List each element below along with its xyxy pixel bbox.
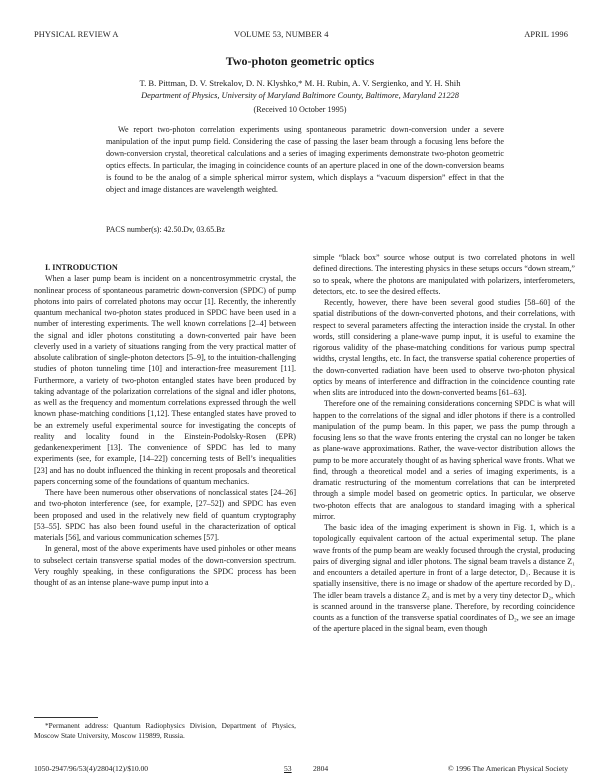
body-paragraph: Recently, however, there have been several good studies [58–60] of the spatial distributions of the down-converted photons, and their correlations, with respect to several parameters affecting the interaction inside the crystal. In other words, still considering a plane-wave pump input, it is useful to examine the rigorous validity of the phase-matching conditions for various pump spectral widths, crystal lengths, etc. In fact, the transverse spatial coherence properties of the down-converted radiation have been used to observe two-photon physical optics by means of interference and diffraction in the coincidence counting rate when slits are introduced into the down-converted beams [61–63]. — [313, 298, 575, 397]
footnote-text: *Permanent address: Quantum Radiophysics Division, Department of Physics, Moscow State University, Moscow 119899, Russia. — [34, 721, 296, 741]
author-list: T. B. Pittman, D. V. Strekalov, D. N. Klyshko,* M. H. Rubin, A. V. Sergienko, and Y. H. Shih — [139, 78, 461, 88]
volume-number: VOLUME 53, NUMBER 4 — [234, 30, 329, 39]
copyright-notice: © 1996 The American Physical Society — [447, 764, 568, 773]
received-date: (Received 10 October 1995) — [253, 105, 347, 114]
body-paragraph: Therefore one of the remaining considerations concerning SPDC is what will happen to the correlations of the signal and idler photons if there is a controlled manipulation of the pump beam. In this paper, we pass the pump through a focusing lens so that the wave fronts entering the crystal can no longer be taken as plane-wave approximations. Rather, the wave-vector distribution allows the pump to be more accurately thought of as having spherical wave fronts. What we find, through a theoretical model and a series of imaging experiments, is a dramatic restructuring of the momentum correlations that can be interpreted through a simple model based on geometric optics. In particular, we observe two-photon effects that are analogous to standard imaging with a spherical mirror. — [313, 399, 575, 521]
issn-code: 1050-2947/96/53(4)/2804(12)/$10.00 — [34, 764, 149, 773]
left-column — [34, 262, 296, 588]
volume-page-mark: 53 — [284, 764, 292, 773]
body-paragraph: When a laser pump beam is incident on a noncentrosymmetric crystal, the nonlinear process of spontaneous parametric down-conversion (SPDC) of pump photons into pairs of correlated photons may occur [1]. Recently, the inherently quantum mechanical two-photon states produced in SPDC have been used in a number of interesting experiments. The well known correlations [2–4] between the signal and idler photons constituting a down-converted pair have been cleverly used in a variety of situations ranging from the very practical matter of absolute calibration of single-photon detectors [5–9], to the intuition-challenging studies of photon tunneling time [10] and interaction-free measurement [11]. Furthermore, a variety of two-photon entangled states have been produced by taking advantage of the polarization correlations of the signal and idler photons, as well as the frequency and momentum correlations expressed through the well known phase-matching conditions [1,12]. These entangled states have proved to be an extremely useful experimental source for investigating the concepts of reality and locality found in the Einstein-Podolsky-Rosen (EPR) gedankenexperiment [13]. The convenience of SPDC has led to many experiments (see, for example, [14–22]) concerning tests of Bell’s inequalities [23] and has no doubt influenced the thinking in recent proposals and theoretical papers concerning some of the foundations of quantum mechanics. — [34, 274, 296, 486]
pacs-numbers: PACS number(s): 42.50.Dv, 03.65.Bz — [106, 225, 225, 234]
affiliation: Department of Physics, University of Maryland Baltimore County, Baltimore, Maryland 21228 — [141, 91, 459, 100]
journal-name: PHYSICAL REVIEW A — [34, 30, 119, 39]
body-paragraph: There have been numerous other observations of nonclassical states [24–26] and two-photon interference (see, for example, [27–52]) and SPDC has even been proposed and used in the relatively new field of quantum cryptography [53–55]. SPDC has also been found useful in the characterization of optical materials [56], and various communication schemes [57]. — [34, 488, 296, 542]
abstract-text: We report two-photon correlation experiments using spontaneous parametric down-conversion under a severe manipulation of the input pump field. Considering the case of passing the laser beam through a focusing lens before the down-conversion crystal, theoretical calculations and a series of imaging experiments demonstrate two-photon geometric optics effects. In particular, the imaging in coincidence counts of an aperture placed in one of the down-conversion beams is found to be the analog of a simple spherical mirror system, which displays a “vacuum dispersion” effect in that the object and image distances are wavelength weighted. — [106, 125, 504, 194]
body-paragraph: The basic idea of the imaging experiment is shown in Fig. 1, which is a topologically equivalent cartoon of the actual experimental setup. The plane wave fronts of the pump beam are weakly focused through the crystal, producing pairs of diverging signal and idler photons. The signal beam travels a distance Z₁ and encounters a detailed aperture in front of a large detector, D₁. Because it is spatially insensitive, there is no image or shadow of the aperture recorded by D₁. The idler beam travels a distance Z₂ and is met by a very tiny detector D₂, which is scanned around in the transverse plane. Therefore, by recording coincidence counts as a function of the transverse spatial coordinates of D₂, we see an image of the aperture placed in the signal beam, even though — [313, 523, 575, 634]
footnote-rule — [34, 717, 98, 718]
body-paragraph: simple “black box” source whose output is two correlated photons in well defined directions. The interesting physics in these setups occurs “down stream,” so to speak, where the photons are manipulated with polarizers, interferometers, detectors, etc. to see the desired effects. — [313, 253, 575, 296]
page-number: 2804 — [313, 764, 329, 773]
section-heading: I. INTRODUCTION — [45, 263, 118, 272]
right-column — [313, 252, 575, 635]
paper-title: Two-photon geometric optics — [225, 54, 375, 68]
running-header — [34, 30, 568, 42]
issue-date: APRIL 1996 — [524, 30, 568, 39]
abstract — [106, 124, 504, 195]
body-paragraph: In general, most of the above experiments have used pinholes or other means to subselect certain transverse spatial modes of the down-conversion spectrum. Very roughly speaking, in these configurations the SPDC process has been thought of as an intense plane-wave pump input into a — [34, 544, 296, 587]
footnote — [34, 721, 296, 742]
